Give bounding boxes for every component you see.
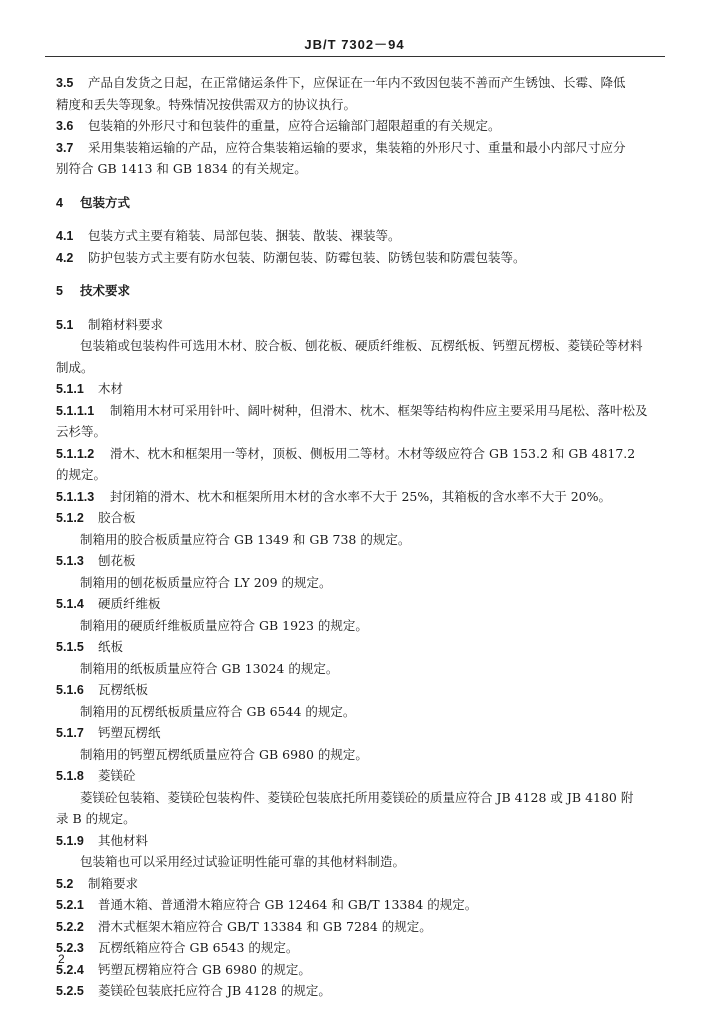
text-line [56, 787, 664, 809]
text-line [56, 529, 664, 551]
clause-text: 制箱用木材可采用针叶、阔叶树种，但滑木、枕木、框架等结构构件应主要采用马尾松、落叶松及 [110, 402, 648, 418]
clause-number: 5.2.3 [56, 941, 84, 955]
clause-text: 包装箱也可以采用经过试验证明性能可靠的其他材料制造。 [80, 854, 406, 869]
text-line [56, 615, 664, 637]
clause-text: 普通木箱、普通滑木箱应符合 GB 12464 和 GB/T 13384 的规定。 [98, 897, 478, 912]
clause-text: 封闭箱的滑木、枕木和框架所用木材的含水率不大于 25%，其箱板的含水率不大于 20%。 [110, 488, 612, 504]
clause-text: 滑木式框架木箱应符合 GB/T 13384 和 GB 7284 的规定。 [98, 918, 432, 934]
clause-text: 制箱要求 [88, 875, 139, 891]
clause-line [56, 72, 664, 94]
clause-line [56, 550, 664, 572]
clause-text: 包装箱或包装构件可选用木材、胶合板、刨花板、硬质纤维板、瓦楞纸板、钙塑瓦楞板、菱镁砼等材料 [80, 338, 643, 353]
text-line [56, 158, 664, 180]
clause-text: 制箱材料要求 [88, 316, 164, 332]
clause-text: 制箱用的硬质纤维板质量应符合 GB 1923 的规定。 [80, 617, 368, 633]
text-line [56, 808, 664, 830]
clause-text: 菱镁砼包装箱、菱镁砼包装构件、菱镁砼包装底托所用菱镁砼的质量应符合 JB 4128 或 JB 4180 附 [80, 789, 634, 805]
clause-number: 5 [56, 284, 63, 298]
clause-line [56, 959, 664, 981]
clause-number: 5.1.7 [56, 726, 84, 740]
clause-line [56, 378, 664, 400]
clause-text: 胶合板 [98, 510, 136, 525]
clause-line [56, 679, 664, 701]
clause-number: 3.5 [56, 76, 74, 90]
clause-text: 产品自发货之日起，在正常储运条件下，应保证在一年内不致因包装不善而产生锈蚀、长霉、降低 [88, 75, 626, 90]
clause-number: 5.1.2 [56, 511, 84, 525]
clause-number: 3.6 [56, 119, 74, 133]
text-line [56, 421, 664, 443]
clause-line [56, 443, 664, 465]
clause-text: 纸板 [98, 639, 124, 654]
clause-line [56, 507, 664, 529]
clause-number: 5.2 [56, 876, 74, 891]
clause-number: 5.1 [56, 317, 74, 332]
clause-line [56, 115, 664, 137]
clause-text: 瓦楞纸板 [98, 682, 149, 697]
paragraph-gap [56, 180, 664, 192]
clause-text: 瓦楞纸箱应符合 GB 6543 的规定。 [98, 940, 299, 955]
clause-number: 5.2.5 [56, 984, 84, 998]
clause-text: 包装箱的外形尺寸和包装件的重量，应符合运输部门超限超重的有关规定。 [88, 118, 501, 133]
clause-text: 制箱用的瓦楞纸板质量应符合 GB 6544 的规定。 [80, 703, 356, 719]
clause-text: 的规定。 [56, 467, 107, 482]
clause-number: 5.1.9 [56, 833, 84, 848]
paragraph-gap [56, 268, 664, 280]
clause-text: 技术要求 [80, 283, 131, 298]
clause-text: 滑木、枕木和框架用一等材，顶板、侧板用二等材。木材等级应符合 GB 153.2 和 GB 4817.2 [110, 445, 636, 461]
clause-text: 采用集装箱运输的产品，应符合集装箱运输的要求，集装箱的外形尺寸、重量和最小内部尺寸应分 [88, 139, 626, 155]
clause-number: 5.1.1.1 [56, 403, 95, 418]
clause-text: 别符合 GB 1413 和 GB 1834 的有关规定。 [56, 161, 307, 176]
header-rule [45, 56, 665, 57]
text-line [56, 335, 664, 357]
clause-number: 5.2.1 [56, 898, 84, 912]
clause-line [56, 314, 664, 336]
text-line [56, 851, 664, 873]
clause-number: 4 [56, 195, 63, 210]
clause-line [56, 400, 664, 422]
clause-line [56, 225, 664, 247]
clause-text: 钙塑瓦楞箱应符合 GB 6980 的规定。 [98, 961, 311, 977]
clause-text: 包装方式主要有箱装、局部包装、捆装、散装、裸装等。 [88, 228, 401, 243]
clause-text: 刨花板 [98, 553, 136, 568]
clause-line [56, 830, 664, 852]
clause-line [56, 486, 664, 508]
text-line [56, 94, 664, 116]
paragraph-gap [56, 213, 664, 225]
section-heading [56, 192, 664, 214]
clause-text: 木材 [98, 381, 124, 396]
clause-text: 钙塑瓦楞纸 [98, 725, 161, 740]
clause-number: 5.1.4 [56, 597, 84, 611]
clause-number: 4.2 [56, 250, 74, 265]
text-line [56, 464, 664, 486]
clause-line [56, 593, 664, 615]
clause-line [56, 894, 664, 916]
clause-number: 5.1.1.2 [56, 446, 95, 461]
clause-text: 制箱用的胶合板质量应符合 GB 1349 和 GB 738 的规定。 [80, 531, 411, 547]
clause-text: 包装方式 [80, 194, 131, 210]
text-line [56, 701, 664, 723]
clause-text: 菱镁砼包装底托应符合 JB 4128 的规定。 [98, 983, 331, 998]
clause-line [56, 937, 664, 959]
clause-line [56, 765, 664, 787]
clause-line [56, 916, 664, 938]
clause-line [56, 722, 664, 744]
clause-text: 制箱用的纸板质量应符合 GB 13024 的规定。 [80, 660, 339, 676]
document-body [56, 72, 664, 1002]
page-header: JB/T 7302－94 [304, 37, 405, 52]
clause-text: 制箱用的钙塑瓦楞纸质量应符合 GB 6980 的规定。 [80, 746, 368, 762]
clause-number: 3.7 [56, 140, 74, 155]
clause-line [56, 247, 664, 269]
clause-text: 录 B 的规定。 [56, 811, 136, 826]
clause-text: 硬质纤维板 [98, 596, 161, 611]
text-line [56, 572, 664, 594]
section-heading [56, 280, 664, 302]
clause-number: 5.1.6 [56, 683, 84, 697]
clause-number: 5.1.1 [56, 382, 84, 396]
clause-text: 其他材料 [98, 832, 149, 848]
clause-number: 5.1.8 [56, 769, 84, 783]
page-number: 2 [58, 952, 65, 966]
text-line [56, 658, 664, 680]
clause-number: 5.1.1.3 [56, 489, 95, 504]
clause-text: 菱镁砼 [98, 768, 136, 783]
clause-line [56, 873, 664, 895]
clause-line [56, 137, 664, 159]
clause-text: 制箱用的刨花板质量应符合 LY 209 的规定。 [80, 574, 332, 590]
clause-text: 防护包装方式主要有防水包装、防潮包装、防霉包装、防锈包装和防震包装等。 [88, 249, 526, 265]
text-line [56, 357, 664, 379]
clause-number: 5.2.4 [56, 962, 84, 977]
paragraph-gap [56, 302, 664, 314]
clause-number: 5.1.5 [56, 640, 84, 654]
clause-text: 制成。 [56, 359, 94, 375]
clause-text: 云杉等。 [56, 424, 107, 439]
clause-number: 5.1.3 [56, 554, 84, 568]
text-line [56, 744, 664, 766]
clause-line [56, 980, 664, 1002]
clause-number: 4.1 [56, 229, 74, 243]
clause-text: 精度和丢失等现象。特殊情况按供需双方的协议执行。 [56, 96, 357, 112]
clause-line [56, 636, 664, 658]
clause-number: 5.2.2 [56, 919, 84, 934]
